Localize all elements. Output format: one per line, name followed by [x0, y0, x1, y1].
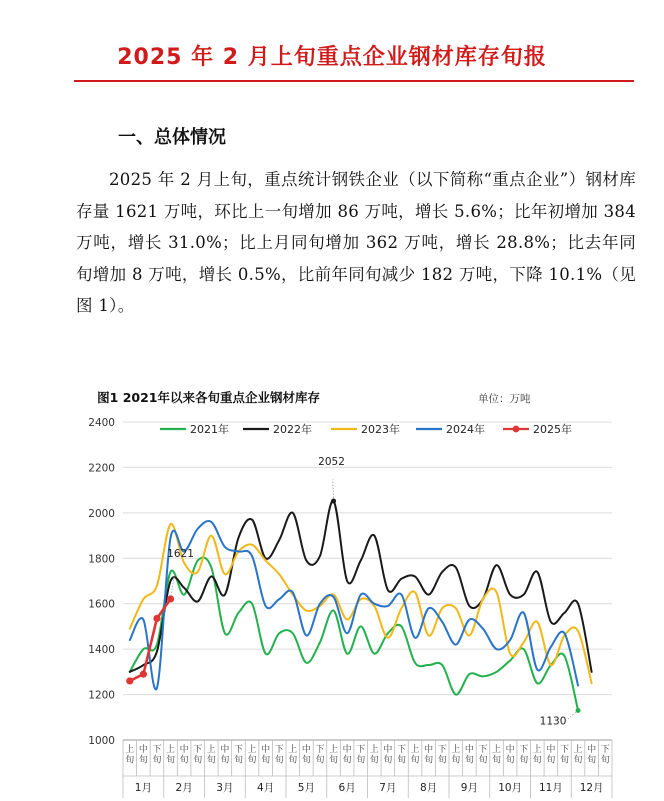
gridlines — [123, 422, 612, 740]
dekad-label: 上 — [532, 745, 542, 755]
dekad-label: 中 — [383, 745, 393, 755]
dekad-label: 上 — [492, 745, 502, 755]
series-point-2025 — [153, 615, 160, 622]
dekad-label: 下 — [274, 745, 284, 755]
dekad-label: 上 — [166, 745, 176, 755]
section-heading: 一、总体情况 — [118, 127, 226, 148]
legend — [160, 422, 572, 436]
month-label: 6月 — [338, 782, 356, 794]
dekad-label: 旬 — [315, 755, 325, 766]
dekad-label: 下 — [600, 745, 610, 755]
dekad-label: 上 — [288, 745, 298, 755]
series-point-2025 — [140, 671, 147, 678]
annotation-point — [331, 499, 336, 504]
dekad-label: 旬 — [193, 755, 203, 766]
y-tick-label: 2400 — [88, 417, 115, 429]
dekad-label: 旬 — [329, 755, 339, 766]
dekad-label: 中 — [220, 745, 230, 755]
dekad-label: 上 — [451, 745, 461, 755]
dekad-label: 下 — [356, 745, 366, 755]
y-tick-label: 1200 — [88, 689, 115, 702]
annotations — [167, 456, 580, 727]
annotation-point — [576, 708, 581, 713]
dekad-label: 上 — [125, 745, 135, 755]
dekad-label: 旬 — [220, 755, 230, 766]
dekad-label: 旬 — [437, 755, 447, 766]
dekad-label: 上 — [247, 745, 257, 755]
dekad-label: 上 — [329, 745, 339, 755]
dekad-label: 旬 — [233, 755, 243, 766]
y-tick-label: 1800 — [88, 553, 115, 566]
dekad-label: 下 — [519, 745, 529, 755]
dekad-label: 旬 — [342, 755, 352, 766]
dekad-label: 上 — [573, 745, 583, 755]
dekad-label: 上 — [206, 745, 216, 755]
dekad-label: 下 — [315, 745, 325, 755]
dekad-label: 中 — [464, 745, 474, 755]
annotation-point — [168, 596, 173, 601]
dekad-label: 旬 — [166, 755, 176, 766]
dekad-label: 中 — [546, 745, 556, 755]
y-tick-label: 1000 — [88, 735, 115, 747]
dekad-label: 中 — [587, 745, 597, 755]
summary-paragraph: 2025 年 2 月上旬，重点统计钢铁企业（以下简称“重点企业”）钢材库存量 1621 万吨，环比上一旬增加 86 万吨，增长 5.6%；比年初增加 384 万吨，增长 31.0%；比上月同旬增加 362 万吨，增长 28.8%；比去年同旬增加 8 万吨，增长 0.5%，比前年同旬减少 182 万吨，下降 10.1%（见图 1）。 — [76, 170, 636, 315]
dekad-label: 旬 — [383, 755, 393, 766]
dekad-label: 旬 — [464, 755, 474, 766]
month-label: 8月 — [420, 782, 438, 794]
annotation-leader — [333, 479, 334, 501]
dekad-label: 旬 — [587, 755, 597, 766]
dekad-label: 上 — [410, 745, 420, 755]
dekad-label: 旬 — [559, 755, 569, 766]
dekad-label: 旬 — [600, 755, 610, 766]
dekad-label: 中 — [505, 745, 515, 755]
month-label: 9月 — [460, 782, 478, 794]
dekad-label: 旬 — [424, 755, 434, 766]
dekad-label: 下 — [152, 745, 162, 755]
dekad-label: 旬 — [356, 755, 366, 766]
legend-label: 2021年 — [190, 423, 229, 436]
series-line-2021年 — [130, 558, 578, 711]
series-lines — [126, 501, 591, 711]
dekad-label: 旬 — [138, 755, 148, 766]
title-underline — [74, 80, 634, 82]
dekad-label: 旬 — [369, 755, 379, 766]
dekad-label: 旬 — [301, 755, 311, 766]
dekad-label: 旬 — [478, 755, 488, 766]
month-label: 5月 — [297, 782, 315, 794]
dekad-label: 中 — [342, 745, 352, 755]
dekad-label: 上 — [369, 745, 379, 755]
legend-label: 2024年 — [446, 423, 485, 436]
dekad-label: 中 — [301, 745, 311, 755]
dekad-label: 下 — [193, 745, 203, 755]
dekad-label: 旬 — [274, 755, 284, 766]
y-tick-label: 2000 — [88, 507, 115, 520]
month-label: 10月 — [498, 782, 523, 794]
dekad-label: 旬 — [519, 755, 529, 766]
dekad-label: 旬 — [532, 755, 542, 766]
dekad-label: 下 — [233, 745, 243, 755]
month-label: 3月 — [216, 782, 234, 794]
dekad-label: 下 — [478, 745, 488, 755]
dekad-label: 旬 — [505, 755, 515, 766]
legend-label: 2022年 — [273, 423, 312, 436]
dekad-label: 旬 — [206, 755, 216, 766]
dekad-label: 中 — [424, 745, 434, 755]
month-label: 1月 — [134, 782, 152, 794]
dekad-label: 旬 — [396, 755, 406, 766]
dekad-label: 下 — [437, 745, 447, 755]
dekad-label: 中 — [261, 745, 271, 755]
month-label: 2月 — [175, 782, 193, 794]
dekad-label: 旬 — [492, 755, 502, 766]
legend-label: 2023年 — [361, 423, 400, 436]
dekad-label: 旬 — [261, 755, 271, 766]
chart-title: 图1 2021年以来各旬重点企业钢材库存 — [97, 390, 320, 405]
y-tick-label: 1400 — [88, 644, 115, 657]
dekad-label: 下 — [559, 745, 569, 755]
dekad-label: 旬 — [573, 755, 583, 766]
dekad-label: 旬 — [410, 755, 420, 766]
chart-unit: 单位：万吨 — [478, 393, 531, 405]
dekad-label: 旬 — [288, 755, 298, 766]
dekad-label: 中 — [138, 745, 148, 755]
dekad-label: 旬 — [152, 755, 162, 766]
month-label: 4月 — [257, 782, 275, 794]
report-title: 2025 年 2 月上旬重点企业钢材库存旬报 — [117, 45, 547, 70]
annotation-label: 1130 — [539, 715, 567, 728]
dekad-label: 下 — [396, 745, 406, 755]
legend-marker — [513, 426, 520, 433]
x-axis — [123, 740, 612, 798]
inventory-line-chart — [0, 380, 664, 801]
y-tick-label: 2200 — [88, 462, 115, 475]
month-label: 7月 — [379, 782, 397, 794]
dekad-label: 旬 — [247, 755, 257, 766]
dekad-label: 旬 — [451, 755, 461, 766]
legend-label: 2025年 — [533, 423, 572, 436]
y-axis — [88, 417, 115, 747]
month-label: 11月 — [538, 782, 563, 794]
month-label: 12月 — [579, 782, 604, 794]
dekad-label: 旬 — [546, 755, 556, 766]
series-line-2024年 — [130, 521, 578, 689]
dekad-label: 旬 — [179, 755, 189, 766]
annotation-label: 2052 — [318, 456, 345, 469]
y-tick-label: 1600 — [88, 598, 115, 611]
annotation-label: 1621 — [167, 547, 194, 560]
dekad-label: 旬 — [125, 755, 135, 766]
series-point-2025 — [126, 677, 133, 684]
dekad-label: 中 — [179, 745, 189, 755]
